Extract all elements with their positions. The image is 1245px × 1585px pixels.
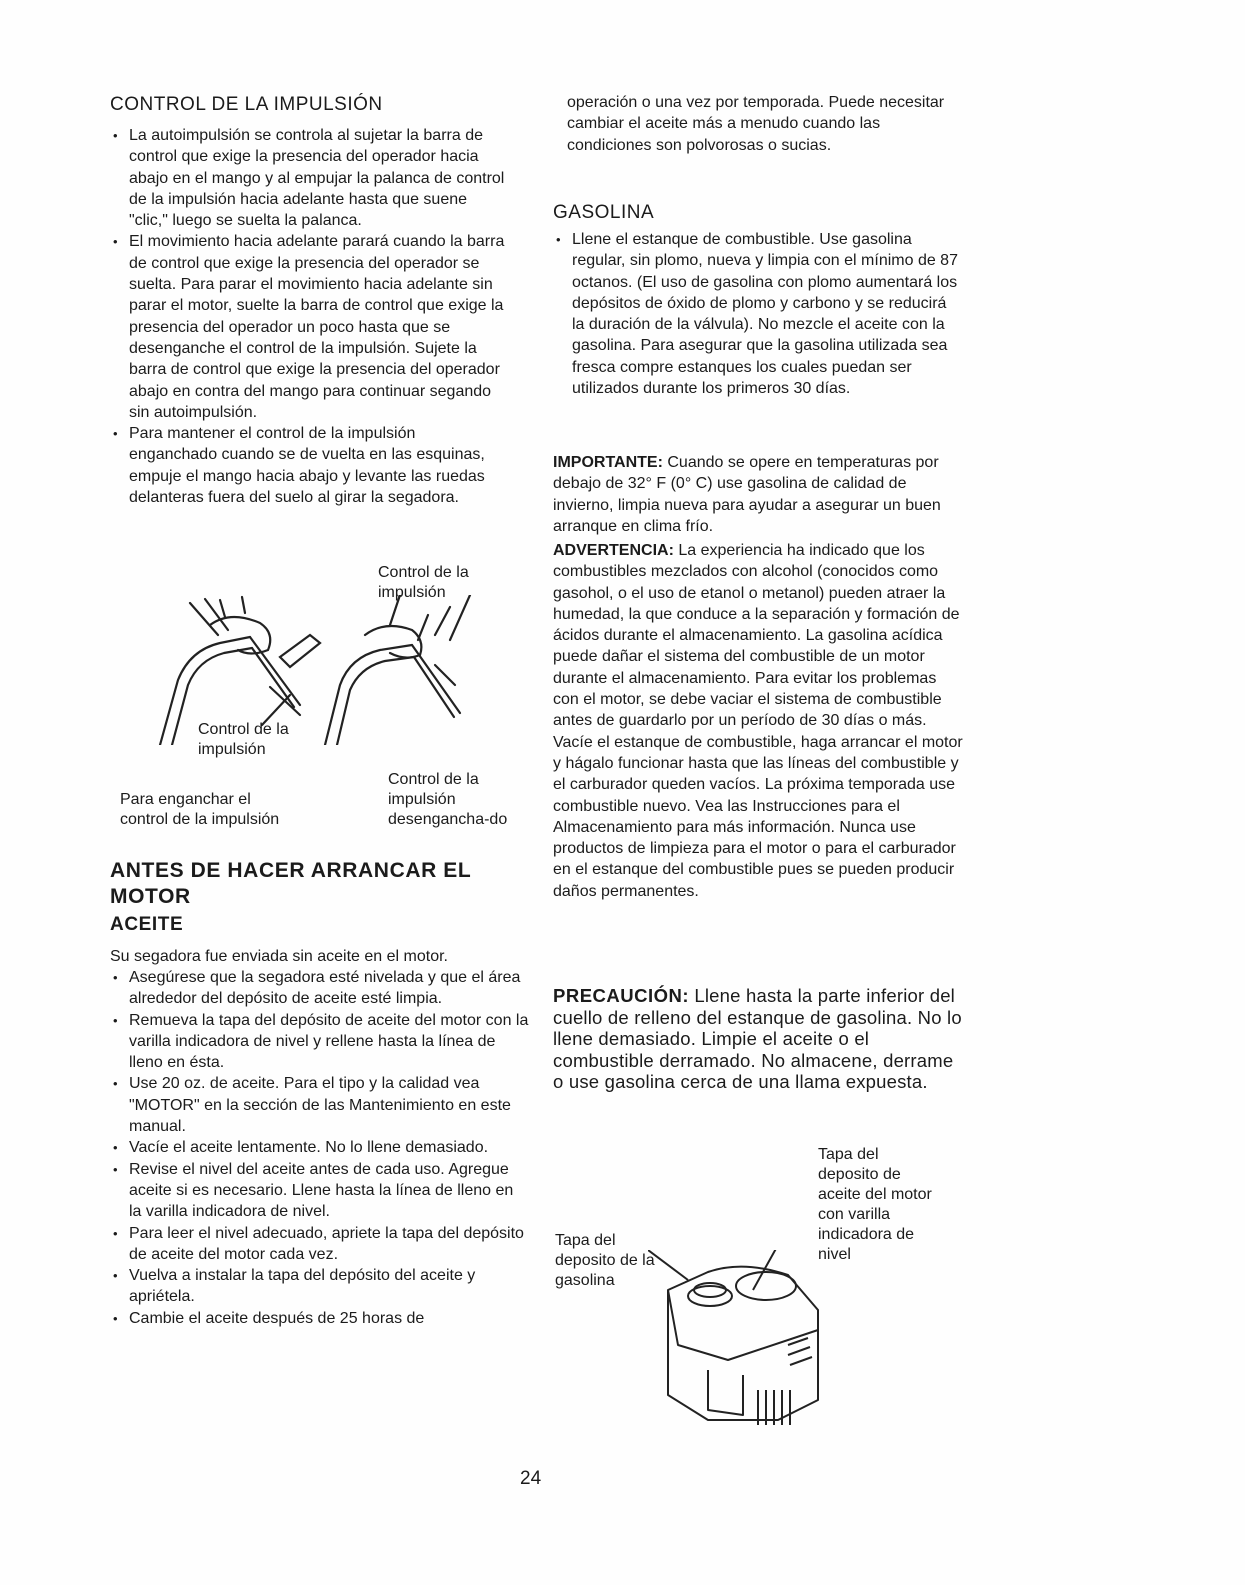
list-item: • Remueva la tapa del depósito de aceite del motor con la varilla indicadora de nivel y rellene hasta la línea de lleno en ésta. (110, 1010, 530, 1074)
caution-text: Llene hasta la parte inferior del cuello de relleno del estanque de gasolina. No lo llene demasiado. Limpie el aceite o el combustible derramado. No almacene, derrame o use gasolina cerca de una llama expuesta. (553, 985, 962, 1092)
list-item: • Para leer el nivel adecuado, apriete la tapa del depósito de aceite del motor cada vez. (110, 1223, 530, 1266)
list-item: • Para mantener el control de la impulsión enganchado cuando se de vuelta en las esquinas, empuje el mango hacia abajo y levante las ruedas delanteras fuera del suelo al girar la segadora. (110, 423, 505, 508)
subsection-title-oil: ACEITE (110, 914, 184, 935)
important-text: Cuando se opere en temperaturas por debajo de 32° F (0° C) use gasolina de calidad de invierno, limpia nueva para ayudar a asegurar un buen arranque en clima frío. (553, 454, 941, 535)
warning-label: ADVERTENCIA: (553, 542, 674, 559)
oil-continued: operación o una vez por temporada. Puede necesitar cambiar el aceite más a menudo cuando las condiciones son polvorosas o sucias. (567, 94, 945, 154)
list-item: • Use 20 oz. de aceite. Para el tipo y la calidad vea "MOTOR" en la sección de las Mantenimiento en este manual. (110, 1073, 530, 1137)
list-item: • Cambie el aceite después de 25 horas de (110, 1308, 530, 1329)
gasoline-list (553, 229, 963, 399)
section-title-gasoline: GASOLINA (553, 202, 655, 223)
section-title-drive-control: CONTROL DE LA IMPULSIÓN (110, 94, 383, 115)
list-item: • Revise el nivel del aceite antes de cada uso. Agregue aceite si es necesario. Llene hasta la línea de lleno en la varilla indicadora de nivel. (110, 1159, 530, 1223)
page-number: 24 (520, 1468, 542, 1489)
list-item: • Asegúrese que la segadora esté nivelada y que el área alrededor del depósito de aceite esté limpia. (110, 967, 530, 1010)
label-drive-control-top: Control de la impulsión (378, 564, 469, 601)
drive-control-list (110, 125, 505, 508)
caution-label: PRECAUCIÓN: (553, 985, 690, 1006)
list-item: • El movimiento hacia adelante parará cuando la barra de control que exige la presencia del operador se suelta. Para parar el movimiento hacia adelante sin parar el motor, suelte la barra de control que exige la presencia del operador un poco hasta que se desenganche el control de la impulsión. Sujete la barra de control que exige la presencia del operador abajo en contra del mango para continuar segando sin autoimpulsión. (110, 231, 505, 423)
list-item: • Vuelva a instalar la tapa del depósito del aceite y apriétela. (110, 1265, 530, 1308)
list-item: • La autoimpulsión se controla al sujetar la barra de control que exige la presencia del operador hacia abajo en el mango y al empujar la palanca de control de la impulsión hacia adelante hasta que suene "clic," luego se suelta la palanca. (110, 125, 505, 231)
caution-note (553, 985, 963, 1093)
label-oil-cap: Tapa del deposito de aceite del motor con varilla indicadora de nivel (818, 1146, 932, 1263)
label-drive-control-mid: Control de la impulsión (198, 721, 289, 758)
label-gas-cap: Tapa del deposito de la gasolina (555, 1232, 655, 1289)
engine-caps-figure (553, 1145, 963, 1425)
drive-control-figure (110, 560, 530, 830)
oil-intro: Su segadora fue enviada sin aceite en el motor. (110, 948, 448, 965)
caption-disengaged: Control de la impulsión desengancha-do (388, 771, 508, 828)
warning-text: La experiencia ha indicado que los combustibles mezclados con alcohol (conocidos como gasohol, o el uso de etanol o metanol) pueden atraer la humedad, la que conduce a la separación y formación de ácidos durante el almacenamiento. La gasolina acídica puede dañar el sistema del combustible de un motor durante el almacenamiento. Para evitar los problemas con el motor, se debe vaciar el sistema de combustible antes de guardarlo por un período de 30 días o más. Vacíe el estanque de combustible, haga arrancar el motor y hágalo funcionar hasta que las líneas del combustible y el carburador queden vacíos. La próxima temporada use combustible nuevo. Vea las Instrucciones para el Almacenamiento para más información. Nunca use productos de limpieza para el motor o para el carburador en el estanque del combustible pues se pueden producir daños permanentes. (553, 542, 963, 900)
section-title-before-start: ANTES DE HACER ARRANCAR EL MOTOR (110, 859, 471, 908)
important-note (553, 452, 963, 537)
oil-list (110, 967, 530, 1329)
engine-illustration (648, 1250, 828, 1430)
list-item: • Llene el estanque de combustible. Use gasolina regular, sin plomo, nueva y limpia con el mínimo de 87 octanos. (El uso de gasolina con plomo aumentará los depósitos de óxido de plomo y carbono y se reducirá la duración de la válvula). No mezcle el aceite con la gasolina. Para asegurar que la gasolina utilizada sea fresca compre estanques los cuales puedan ser utilizados durante los primeros 30 días. (553, 229, 963, 399)
caption-engage: Para enganchar el control de la impulsión (120, 791, 280, 828)
warning-note (553, 540, 963, 902)
list-item: • Vacíe el aceite lentamente. No lo llene demasiado. (110, 1137, 530, 1158)
important-label: IMPORTANTE: (553, 454, 663, 471)
